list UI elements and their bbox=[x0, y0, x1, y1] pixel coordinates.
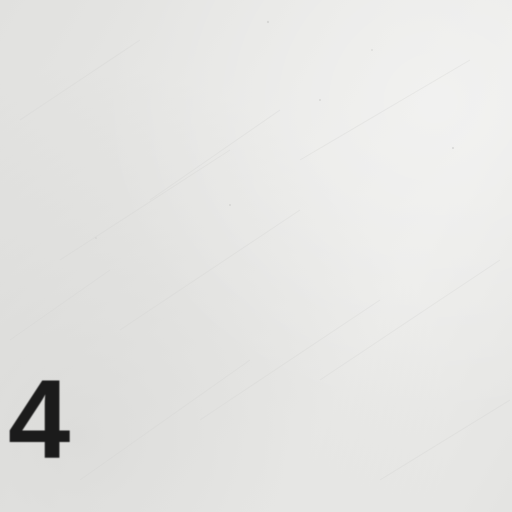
page-number: 4 bbox=[8, 357, 71, 482]
